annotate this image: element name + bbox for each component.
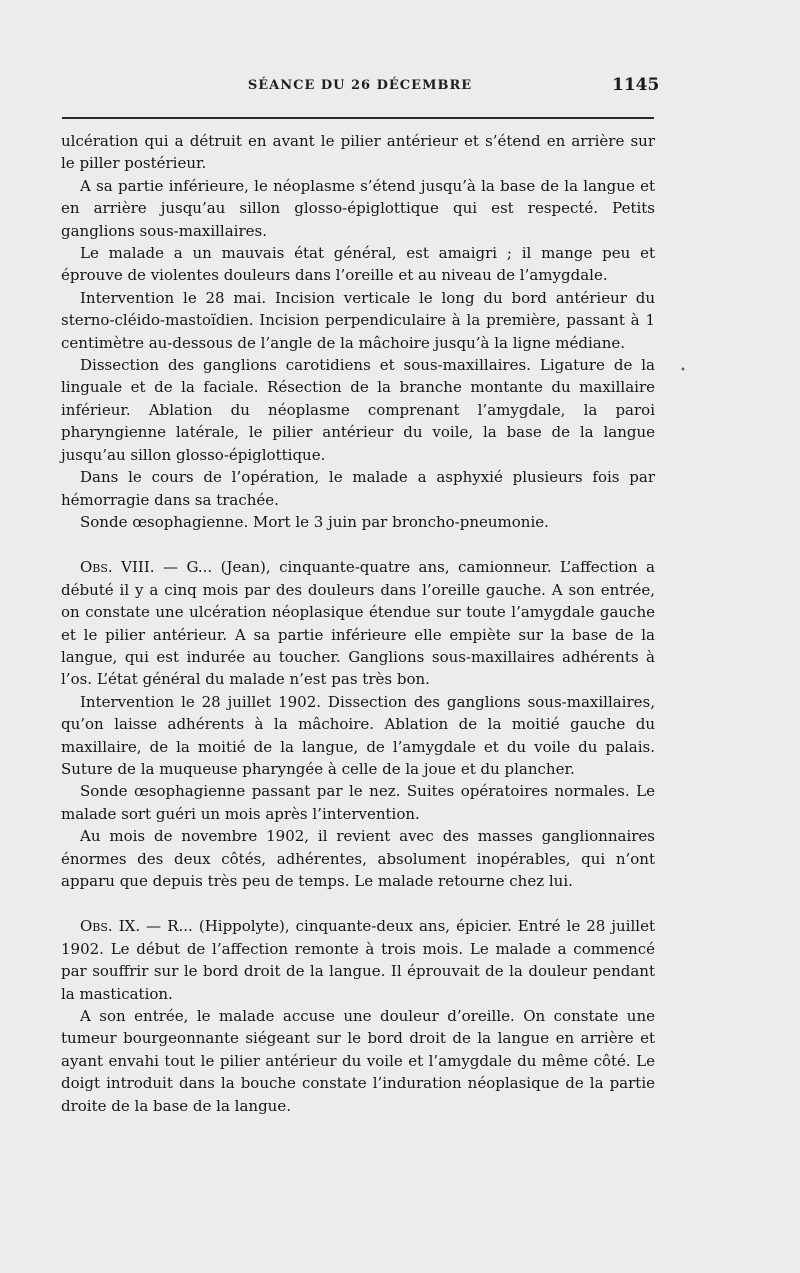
- margin-mark: •: [680, 365, 686, 376]
- observation-ix-text: IX. — R... (Hippolyte), cinquante-deux ans, épicier. Entré le 28 juillet 1902. Le début de l’affection remonte à trois mois. Le malade a commencé par souffrir sur le bord droit de la langue. Il éprouvait de la douleur pendant la mastication.: [61, 917, 655, 1003]
- page-number: 1145: [612, 75, 660, 95]
- section-gap: [61, 892, 655, 915]
- paragraph-death: Sonde œsophagienne. Mort le 3 juin par broncho-pneumonie.: [80, 512, 549, 531]
- observation-ix: [61, 915, 655, 1005]
- paragraph-intervention: Intervention le 28 mai. Incision verticale le long du bord antérieur du sterno-cléido-mastoïdien. Incision perpendiculaire à la première, passant à 1 centimètre au-dessous de l’angle de la mâchoire jusqu’à la ligne médiane.: [61, 288, 655, 352]
- paragraph-dissection: Dissection des ganglions carotidiens et sous-maxillaires. Ligature de la linguale et de la faciale. Résection de la branche montante du maxillaire inférieur. Ablation du néoplasme comprenant l’amygdale, la paroi pharyngienne latérale, le pilier antérieur du voile, la base de la langue jusqu’au sillon glosso-épiglottique.: [61, 356, 655, 464]
- paragraph-july-intervention: Intervention le 28 juillet 1902. Dissection des ganglions sous-maxillaires, qu’on laisse adhérents à la mâchoire. Ablation de la moitié gauche du maxillaire, de la moitié de la langue, de l’amygdale et du voile du palais. Suture de la muqueuse pharyngée à celle de la joue et du plancher.: [61, 692, 655, 778]
- observation-label: Obs.: [80, 917, 113, 936]
- observation-viii: [61, 556, 655, 690]
- paragraph-general-state: Le malade a un mauvais état général, est amaigri ; il mange peu et éprouve de violentes douleurs dans l’oreille et au niveau de l’amygdale.: [61, 244, 655, 285]
- paragraph-asphyxia: Dans le cours de l’opération, le malade a asphyxié plusieurs fois par hémorragie dans sa trachée.: [61, 468, 655, 509]
- header-rule: [62, 117, 654, 119]
- paragraph-recurrence: Au mois de novembre 1902, il revient avec des masses ganglionnaires énormes des deux côtés, adhérentes, absolument inopérables, qui n’ont apparu que depuis très peu de temps. Le malade retourne chez lui.: [61, 827, 655, 890]
- observation-label: Obs.: [80, 558, 113, 577]
- observation-viii-text: VIII. — G... (Jean), cinquante-quatre ans, camionneur. L’affection a débuté il y a cinq mois par des douleurs dans l’oreille gauche. A son entrée, on constate une ulcération néoplasique étendue sur toute l’amygdale gauche et le pilier antérieur. A sa partie inférieure elle empiète sur la base de la langue, qui est indurée au toucher. Ganglions sous-maxillaires adhérents à l’os. L’état général du malade n’est pas très bon.: [61, 558, 655, 689]
- section-gap: [61, 533, 655, 556]
- running-header: [0, 75, 800, 100]
- paragraph-recovery: Sonde œsophagienne passant par le nez. Suites opératoires normales. Le malade sort guéri un mois après l’intervention.: [61, 782, 655, 823]
- body-text: [61, 130, 655, 1117]
- paragraph-ear-pain: A son entrée, le malade accuse une douleur d’oreille. On constate une tumeur bourgeonnante siégeant sur le bord droit de la langue en arrière et ayant envahi tout le pilier antérieur du voile et l’amygdale du même côté. Le doigt introduit dans la bouche constate l’induration néoplasique de la partie droite de la base de la langue.: [61, 1007, 655, 1115]
- running-title: SÉANCE DU 26 DÉCEMBRE: [247, 78, 473, 93]
- paragraph-tumor-extent: A sa partie inférieure, le néoplasme s’étend jusqu’à la base de la langue et en arrière jusqu’au sillon glosso-épiglottique qui est respecté. Petits ganglions sous-maxillaires.: [61, 176, 655, 240]
- paragraph-continuation: ulcération qui a détruit en avant le pilier antérieur et s’étend en arrière sur le piller postérieur.: [61, 132, 655, 173]
